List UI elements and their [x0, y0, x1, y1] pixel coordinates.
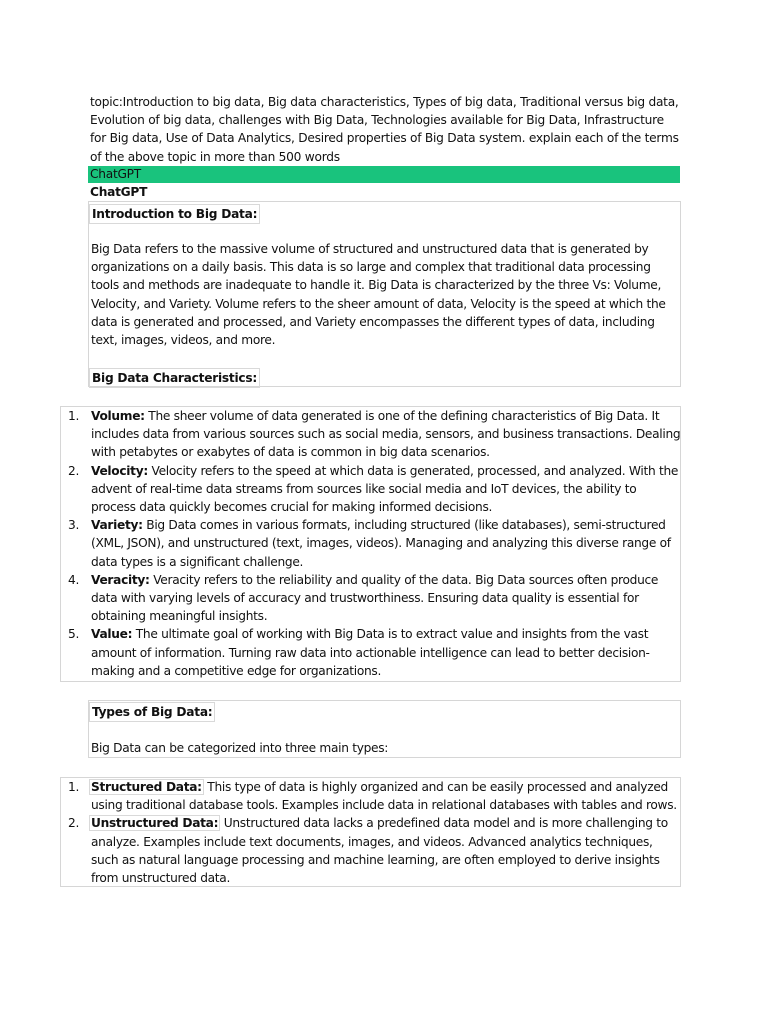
list-number: 1. — [68, 780, 80, 794]
chatgpt-title: ChatGPT — [90, 185, 148, 199]
list-term: Variety: — [91, 518, 143, 533]
list-item — [61, 778, 681, 814]
list-term: Structured Data: — [91, 780, 202, 794]
list-item — [61, 625, 681, 680]
list-number: 5. — [68, 627, 80, 642]
list-item — [61, 571, 681, 626]
list-item — [61, 516, 681, 571]
list-item — [61, 407, 681, 462]
chatgpt-label-bar: ChatGPT — [88, 166, 680, 183]
list-text: The ultimate goal of working with Big Data is to extract value and insights from the vast amount of information. Turning raw data into actionable intelligence can lead to better decision-making and a competitive edge for organizations. — [91, 627, 650, 678]
types-list — [61, 778, 681, 887]
types-list-section — [60, 777, 681, 887]
list-text: This type of data is highly organized and can be easily processed and analyzed using traditional database tools. Examples include data in relational databases with tables and rows. — [91, 780, 677, 813]
types-heading: Types of Big Data: — [89, 702, 215, 722]
intro-paragraph: Big Data refers to the massive volume of structured and unstructured data that is generated by organizations on a daily basis. This data is so large and complex that traditional data processing tools and methods are inadequate to handle it. Big Data is characterized by the three Vs: Volume, Velocity, and Variety. Volume refers to the sheer amount of data, Velocity is the speed at which the data is generated and processed, and Variety encompasses the different types of data, including text, images, videos, and more. — [91, 242, 666, 348]
intro-section — [88, 201, 681, 387]
list-number: 3. — [68, 518, 80, 533]
intro-heading: Introduction to Big Data: — [89, 204, 260, 224]
list-text: Unstructured data lacks a predefined data model and is more challenging to analyze. Examples include text documents, images, and videos. Advanced analytics techniques, such as natural language processing and machine learning, are often employed to derive insights from unstructured data. — [91, 816, 668, 886]
list-term: Value: — [91, 627, 133, 642]
list-term: Volume: — [91, 409, 145, 423]
list-item — [61, 462, 681, 517]
characteristics-heading: Big Data Characteristics: — [89, 368, 260, 388]
list-number: 4. — [68, 572, 80, 587]
topic-prompt: topic:Introduction to big data, Big data characteristics, Types of big data, Traditional versus big data, Evolution of big data, challenges with Big Data, Technologies available for Big Data, Infrastructure for Big data, Use of Data Analytics, Desired properties of Big Data system. explain each of the terms of the above topic in more than 500 words — [90, 95, 679, 164]
list-term: Unstructured Data: — [91, 816, 219, 831]
characteristics-section — [60, 406, 681, 682]
types-paragraph: Big Data can be categorized into three main types: — [91, 741, 389, 755]
list-number: 1. — [68, 409, 80, 423]
list-item — [61, 814, 681, 887]
list-number: 2. — [68, 816, 80, 831]
list-text: The sheer volume of data generated is one of the defining characteristics of Big Data. It includes data from various sources such as social media, sensors, and business transactions. Dealing with petabytes or exabytes of data is common in big data scenarios. — [91, 409, 681, 460]
list-text: Veracity refers to the reliability and quality of the data. Big Data sources often produce data with varying levels of accuracy and trustworthiness. Ensuring data quality is essential for obtaining meaningful insights. — [91, 572, 659, 624]
list-term: Veracity: — [91, 572, 150, 587]
list-text: Velocity refers to the speed at which data is generated, processed, and analyzed. With the advent of real-time data streams from sources like social media and IoT devices, the ability to process data quickly becomes crucial for making informed decisions. — [91, 463, 679, 515]
characteristics-list — [61, 407, 681, 680]
list-term: Velocity: — [91, 463, 148, 478]
list-text: Big Data comes in various formats, including structured (like databases), semi-structured (XML, JSON), and unstructured (text, images, videos). Managing and analyzing this diverse range of data types is a significant challenge. — [91, 518, 671, 569]
list-number: 2. — [68, 463, 80, 478]
types-section — [88, 700, 681, 758]
